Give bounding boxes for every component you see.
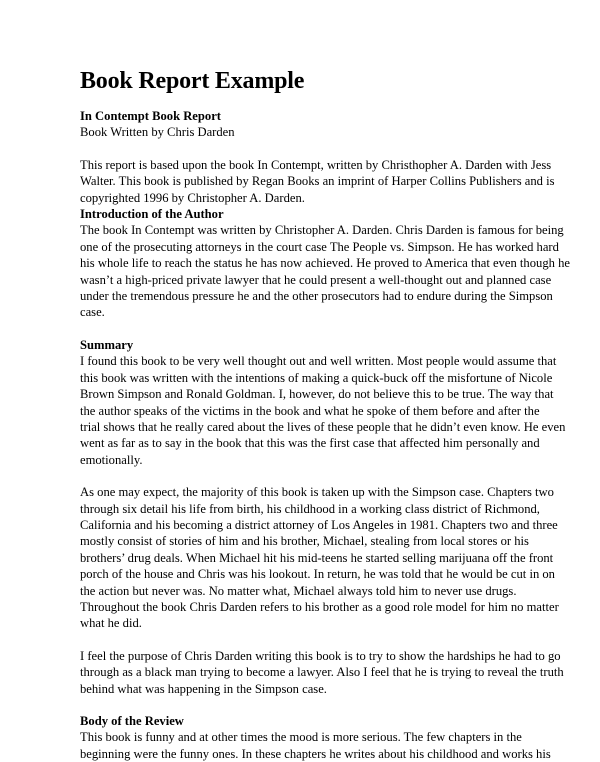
spacer <box>80 141 580 157</box>
paragraph-line: porch of the house and Chris was his lookout. In return, he was told that he would be cut in on <box>80 567 555 582</box>
paragraph-line: the action but never was. No matter what, Michael always told him to never use drugs. <box>80 583 517 598</box>
paragraph-line: wasn’t a high-priced private lawyer that he could present a well-thought out and planned case <box>80 272 552 287</box>
spacer <box>80 697 580 713</box>
paragraph-line: the author speaks of the victims in the book and what he spoke of them before and after the <box>80 403 540 418</box>
paragraph-line: Brown Simpson and Ronald Goldman. I, however, do not believe this to be true. The way that <box>80 387 554 402</box>
paragraph-line: went as far as to say in the book that this was the first case that affected him personally and <box>80 436 540 451</box>
section-heading: Body of the Review <box>80 714 184 728</box>
report-header <box>80 108 580 141</box>
paragraph-line: through six detail his life from birth, his childhood in a working class district of Richmond, <box>80 501 540 516</box>
paragraph-line: case. <box>80 305 105 320</box>
section-author <box>80 206 580 321</box>
paragraph-line: copyrighted 1996 by Christopher A. Darden. <box>80 190 305 205</box>
paragraph-line: I found this book to be very well thought out and well written. Most people would assume that <box>80 354 557 369</box>
paragraph-line: As one may expect, the majority of this book is taken up with the Simpson case. Chapters two <box>80 485 554 500</box>
paragraph-line: The book In Contempt was written by Christopher A. Darden. Chris Darden is famous for being <box>80 223 564 238</box>
paragraph-line: mostly consist of stories of him and his brother, Michael, stealing from local stores or his <box>80 534 529 549</box>
intro-paragraph <box>80 157 580 206</box>
paragraph-line: brothers’ drug deals. When Michael hit his mid-teens he started selling marijuana off the front <box>80 550 554 565</box>
section-heading: Summary <box>80 337 134 352</box>
report-name: In Contempt Book Report <box>80 109 221 123</box>
paragraph-line: one of the prosecuting attorneys in the court case The People vs. Simpson. He has worked hard <box>80 239 559 254</box>
section-body-review <box>80 713 580 762</box>
paragraph-line: Throughout the book Chris Darden refers to his brother as a good role model for him no matter <box>80 599 559 614</box>
document-title: Book Report Example <box>80 68 305 94</box>
paragraph-line: under the tremendous pressure he and the other prosecutors had to endure during the Simpson <box>80 289 553 304</box>
section-summary <box>80 337 580 697</box>
spacer <box>80 468 580 484</box>
paragraph-line: This book is funny and at other times the mood is more serious. The few chapters in the <box>80 730 522 745</box>
book-author-line: Book Written by Chris Darden <box>80 125 235 140</box>
paragraph-line: behind what was happening in the Simpson case. <box>80 681 327 696</box>
section-heading: Introduction of the Author <box>80 207 224 222</box>
spacer <box>80 632 580 648</box>
paragraph-line: this book was written with the intentions of making a quick-buck off the misfortune of Nicole <box>80 370 553 385</box>
paragraph-line: This report is based upon the book In Contempt, written by Christhopher A. Darden with Jess <box>80 157 552 172</box>
paragraph-line: beginning were the funny ones. In these chapters he writes about his childhood and works his <box>80 746 551 761</box>
spacer <box>80 321 580 337</box>
paragraph-line: Walter. This book is published by Regan Books an imprint of Harper Collins Publishers and is <box>80 174 555 189</box>
paragraph-line: trial shows that he really cared about the lives of these people that he didn’t even know. He even <box>80 419 566 434</box>
paragraph-line: what he did. <box>80 616 142 631</box>
paragraph-line: through as a black man trying to become a lawyer. Also I feel that he is trying to reveal the truth <box>80 665 564 680</box>
paragraph-line: emotionally. <box>80 452 143 467</box>
document-page <box>80 66 580 762</box>
paragraph-line: his whole life to reach the status he has now achieved. He proved to America that even though he <box>80 256 570 271</box>
paragraph-line: I feel the purpose of Chris Darden writing this book is to try to show the hardships he had to go <box>80 648 561 663</box>
paragraph-line: California and his becoming a district attorney of Los Angeles in 1981. Chapters two and three <box>80 517 558 532</box>
